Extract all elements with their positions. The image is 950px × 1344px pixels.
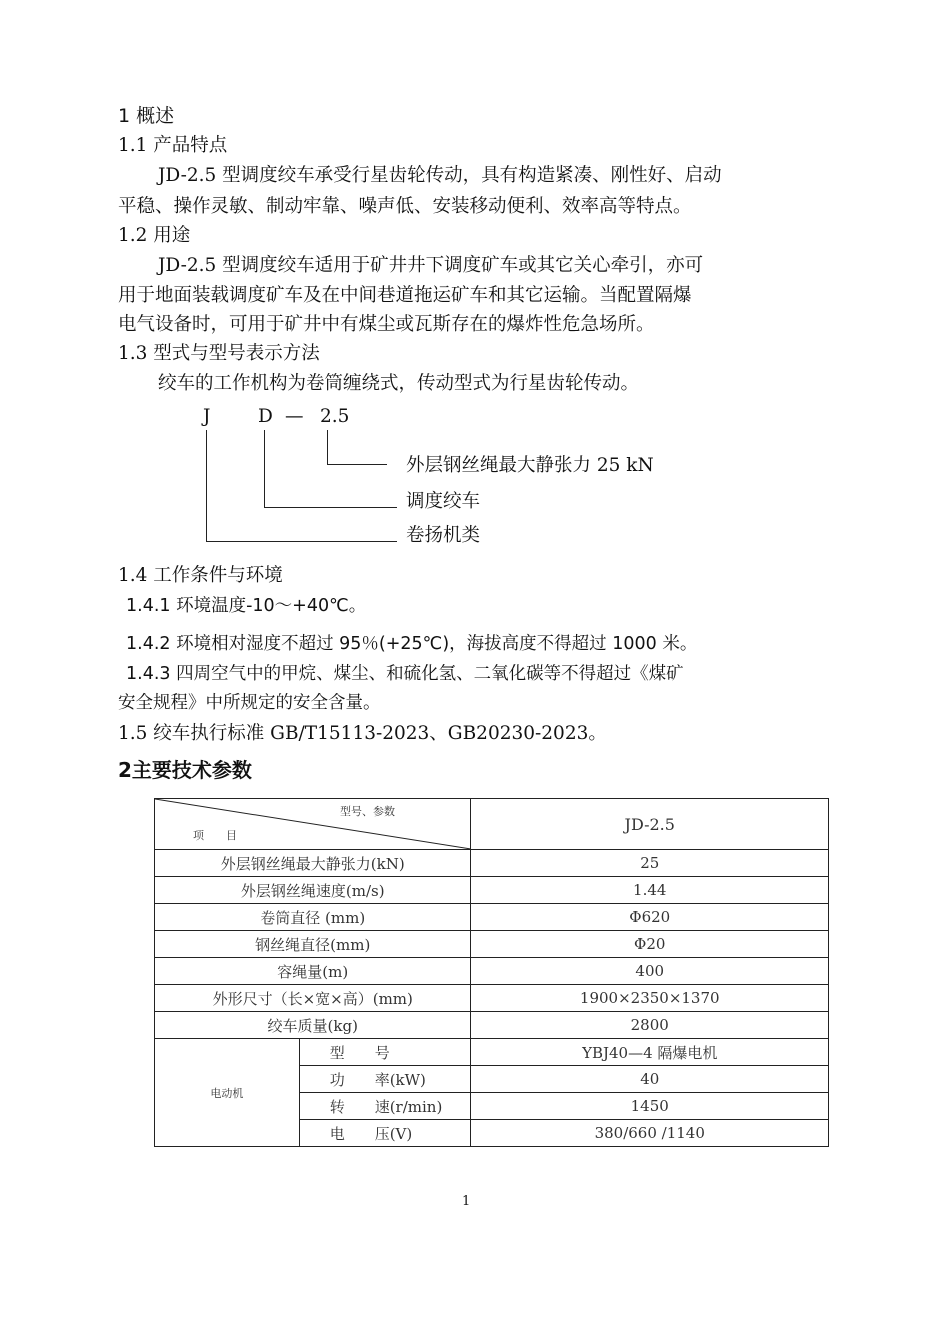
- row-value: Φ20: [471, 931, 829, 958]
- paragraph-line: 安全规程》中所规定的安全含量。: [118, 693, 381, 713]
- paragraph-line: 1.4.3 四周空气中的甲烷、煤尘、和硫化氢、二氧化碳等不得超过《煤矿: [126, 664, 684, 684]
- row-value: 1450: [471, 1093, 829, 1120]
- table-row: [155, 1012, 829, 1039]
- connector-line: [206, 541, 397, 542]
- row-value: 1900×2350×1370: [471, 985, 829, 1012]
- connector-line: [264, 507, 397, 508]
- table-row: [155, 985, 829, 1012]
- label-hoist-class: 卷扬机类: [406, 525, 481, 546]
- paragraph-line: 1.4.1 环境温度-10～+40℃。: [126, 596, 367, 616]
- row-label: 容绳量(m): [155, 958, 471, 985]
- row-value: 380/660 /1140: [471, 1120, 829, 1147]
- connector-line: [206, 430, 207, 541]
- table-header-diagonal-cell: [155, 799, 471, 850]
- section-1-1-title: 1.1 产品特点: [118, 135, 228, 156]
- label-tension: 外层钢丝绳最大静张力 25 kN: [406, 455, 654, 476]
- motor-group-label: 电动机: [155, 1039, 300, 1147]
- row-value: YBJ40—4 隔爆电机: [471, 1039, 829, 1066]
- model-letter-j: J: [203, 406, 211, 427]
- connector-line: [264, 430, 265, 507]
- section-2-title: 2主要技术参数: [118, 758, 252, 782]
- paragraph-line: 电气设备时，可用于矿井中有煤尘或瓦斯存在的爆炸性危急场所。: [118, 314, 655, 335]
- row-value: 1.44: [471, 877, 829, 904]
- row-label: 电 压(V): [299, 1120, 471, 1147]
- section-1-5: 1.5 绞车执行标准 GB/T15113-2023、GB20230-2023。: [118, 723, 607, 744]
- section-1-3-title: 1.3 型式与型号表示方法: [118, 343, 320, 364]
- page-number: 1: [462, 1194, 471, 1209]
- model-letter-d: D: [258, 406, 273, 427]
- paragraph-line: JD-2.5 型调度绞车承受行星齿轮传动，具有构造紧凑、刚性好、启动: [158, 165, 722, 186]
- paragraph-line: 绞车的工作机构为卷筒缠绕式，传动型式为行星齿轮传动。: [158, 373, 640, 394]
- model-number: 2.5: [320, 406, 350, 427]
- connector-line: [327, 464, 387, 465]
- header-model-value: JD-2.5: [471, 799, 829, 850]
- row-label: 转 速(r/min): [299, 1093, 471, 1120]
- row-label: 功 率(kW): [299, 1066, 471, 1093]
- paragraph-line: 平稳、操作灵敏、制动牢靠、噪声低、安装移动便利、效率高等特点。: [118, 196, 692, 217]
- row-value: Φ620: [471, 904, 829, 931]
- table-row: [155, 904, 829, 931]
- row-label: 型 号: [299, 1039, 471, 1066]
- table-row: [155, 877, 829, 904]
- table-row: [155, 958, 829, 985]
- row-label: 外层钢丝绳速度(m/s): [155, 877, 471, 904]
- row-value: 40: [471, 1066, 829, 1093]
- connector-line: [327, 430, 328, 464]
- row-value: 25: [471, 850, 829, 877]
- row-label: 外层钢丝绳最大静张力(kN): [155, 850, 471, 877]
- table-row: [155, 1039, 829, 1066]
- section-1-4-title: 1.4 工作条件与环境: [118, 565, 283, 586]
- row-label: 卷筒直径 (mm): [155, 904, 471, 931]
- row-label: 外形尺寸（长×宽×高）(mm): [155, 985, 471, 1012]
- section-1-2-title: 1.2 用途: [118, 225, 191, 246]
- paragraph-line: 用于地面装载调度矿车及在中间巷道拖运矿车和其它运输。当配置隔爆: [118, 285, 692, 306]
- row-label: 钢丝绳直径(mm): [155, 931, 471, 958]
- row-value: 2800: [471, 1012, 829, 1039]
- paragraph-line: 1.4.2 环境相对湿度不超过 95％(+25℃)，海拔高度不得超过 1000 米。: [126, 634, 698, 654]
- paragraph-line: JD-2.5 型调度绞车适用于矿井井下调度矿车或其它关心牵引，亦可: [158, 255, 704, 276]
- header-model-param: 型号、参数: [340, 805, 395, 818]
- table-row: [155, 931, 829, 958]
- section-1-title: 1 概述: [118, 105, 175, 127]
- row-value: 400: [471, 958, 829, 985]
- label-dispatch-winch: 调度绞车: [406, 491, 481, 512]
- row-label: 绞车质量(kg): [155, 1012, 471, 1039]
- header-item: 项 目: [193, 829, 237, 842]
- tech-params-table: [154, 798, 829, 1147]
- model-dash: —: [285, 406, 304, 427]
- table-row: [155, 850, 829, 877]
